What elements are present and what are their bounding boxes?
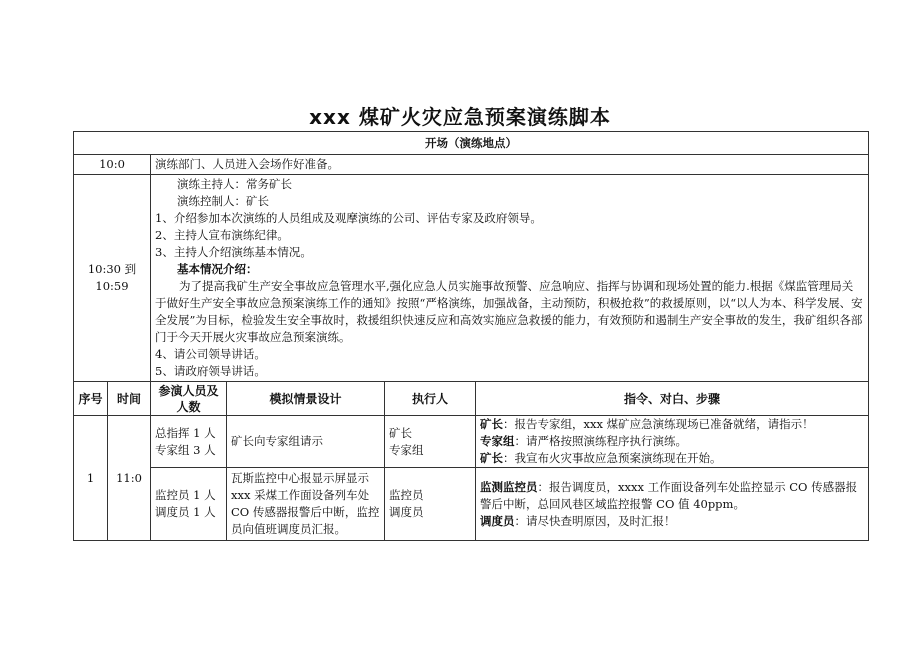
opening-section-row [74,132,869,155]
opening-section-label: 开场（演练地点） [74,132,869,155]
step-1b-participants [151,468,227,541]
opening-row-1-time: 10:0 [74,155,151,175]
time-line-2: 10:59 [95,279,129,293]
dialogue-speaker: 矿长 [480,417,503,431]
dialogue-line-1 [480,479,864,513]
dialogue-speaker: 矿长 [480,451,503,465]
agenda-item-2: 2、主持人宣布演练纪律。 [155,228,289,242]
header-executor: 执行人 [385,382,476,416]
dialogue-text: ：报告专家组，xxx 煤矿应急演练现场已准备就绪，请指示！ [503,417,814,431]
opening-row-1-text: 演练部门、人员进入会场作好准备。 [151,155,869,175]
participants-line-1: 监控员 1 人 [155,488,216,502]
opening-row-2-time [74,175,151,382]
dialogue-speaker: 调度员 [480,513,515,528]
executor-line-1: 监控员 [389,488,424,502]
step-1b-executor [385,468,476,541]
opening-row-2 [74,175,869,382]
step-1-row-a [74,416,869,468]
step-1-seq: 1 [74,416,108,541]
dialogue-text: ：请尽快查明原因，及时汇报！ [514,513,676,528]
dialogue-speaker: 监测监控员 [480,479,538,494]
time-line-1: 10:30 到 [87,262,137,276]
dialogue-line-1 [480,416,864,433]
executor-line-2: 专家组 [389,442,424,457]
dialogue-line-2 [480,433,864,450]
dialogue-line-3 [480,450,864,467]
drill-script-table [73,131,869,541]
header-command: 指令、对白、步骤 [476,382,869,416]
dialogue-speaker: 专家组 [480,434,515,448]
agenda-item-4: 4、请公司领导讲话。 [155,347,266,361]
header-scenario: 模拟情景设计 [227,382,385,416]
agenda-item-3: 3、主持人介绍演练基本情况。 [155,245,312,259]
opening-row-1 [74,155,869,175]
step-1a-participants [151,416,227,468]
header-participants: 参演人员及人数 [151,382,227,416]
opening-row-2-content [151,175,869,382]
document-title: xxx 煤矿火灾应急预案演练脚本 [309,105,611,129]
executor-line-2: 调度员 [389,505,424,519]
step-1-row-b [74,468,869,541]
agenda-item-1: 1、介绍参加本次演练的人员组成及观摩演练的公司、评估专家及政府领导。 [155,211,542,225]
step-1b-scenario: 瓦斯监控中心报显示屏显示xxx 采煤工作面设备列车处CO 传感器报警后中断，监控员向值班调度员汇报。 [227,468,385,541]
dialogue-line-2 [480,513,864,530]
step-1a-scenario: 矿长向专家组请示 [227,416,385,468]
step-1a-command [476,416,869,468]
drill-host: 演练主持人：常务矿长 [177,177,292,191]
intro-text: 为了提高我矿生产安全事故应急管理水平,强化应急人员实施事故预警、应急响应、指挥与协调和现场处置的能力.根据《煤监管理局关于做好生产安全事故应急预案演练工作的通知》按照“严格演练，加强战备，主动预防，积极抢救”的救援原则，以“以人为本、科学发展、安全发展”为目标，检验发生安全事故时，救援组织快速反应和高效实施应急救援的能力，有效预防和遏制生产安全事故的发生，我矿组织各部门于今天开展火灾事故应急预案演练。 [155,279,863,344]
participants-line-1: 总指挥 1 人 [155,425,216,440]
participants-line-2: 调度员 1 人 [155,505,216,519]
participants-line-2: 专家组 3 人 [155,442,216,457]
header-seq: 序号 [74,382,108,416]
step-1-time: 11:0 [108,416,151,541]
agenda-item-5: 5、请政府领导讲话。 [155,364,266,378]
step-1a-executor [385,416,476,468]
dialogue-text: ：我宣布火灾事故应急预案演练现在开始。 [503,451,722,465]
step-1b-command [476,468,869,541]
intro-heading: 基本情况介绍： [177,262,258,276]
dialogue-text: ：请严格按照演练程序执行演练。 [514,434,687,448]
drill-controller: 演练控制人：矿长 [177,194,269,208]
header-time: 时间 [108,382,151,416]
executor-line-1: 矿长 [389,425,412,440]
dialogue-text: ：报告调度员，xxxx 工作面设备列车处监控显示 CO 传感器报警后中断，总回风巷区域监控报警 CO 值 40ppm。 [480,479,858,511]
column-header-row [74,382,869,416]
